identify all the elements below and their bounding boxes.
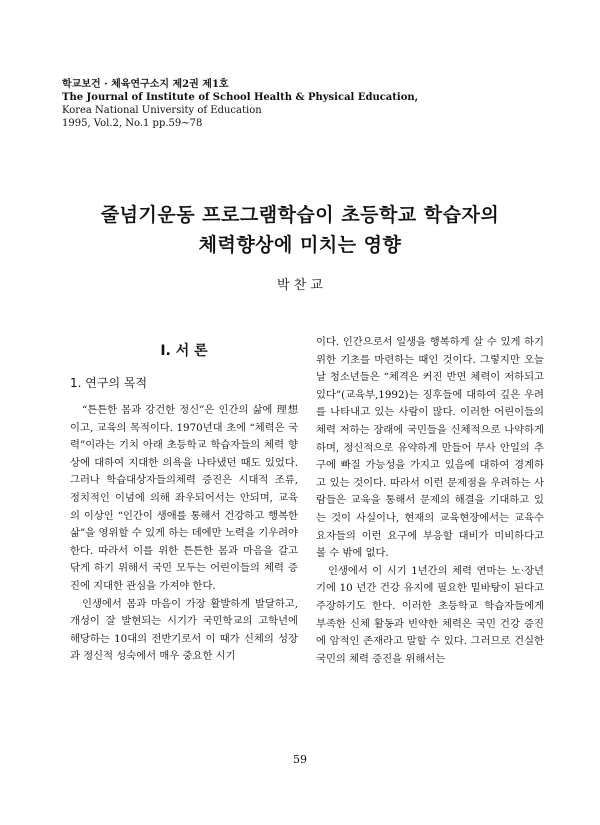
body-paragraph: 이다. 인간으로서 일생을 행복하게 살 수 있게 하기 위한 기초를 마련하는 때인 것이다. 그렇지만 오늘날 청소년들은 “체격은 커진 반면 체력이 저하되고 있다”(교육부,1992)는 징후들에 대하여 깊은 우려를 나타내고 있는 사람이 많다. 이러한 어린이들의 체력 저하는 장래에 국민들을 신체적으로 나약하게 하며, 정신적으로 유약하게 만들어 무사 안일의 추구에 빠질 가능성을 가지고 있음에 대하여 경계하고 있는 것이다. 따라서 이런 문제점을 우려하는 사람들은 교육을 통해서 문제의 해결을 기대하고 있는 것이 사실이나, 현재의 교육현장에서는 교육수요자들의 이런 요구에 부응할 대비가 미비하다고 볼 수 밖에 없다.: [316, 336, 544, 560]
journal-english-title: The Journal of Institute of School Health & Physical Education,: [62, 92, 419, 103]
paper-title: [60, 200, 540, 260]
journal-university: Korea National University of Education: [62, 105, 262, 116]
body-paragraph: 인생에서 이 시기 1년간의 체력 연마는 노·장년기에 10 년간 건강 유지에 필요한 밑바탕이 된다고 주장하기도 한다. 이러한 초등학교 학습자들에게 부족한 신체 활동과 빈약한 체력은 국민 건강 증진에 암적인 존재라고 말할 수 있다. 그러므로 건실한 국민의 체력 증진을 위해서는: [316, 564, 544, 665]
section-heading: Ⅰ. 서 론: [160, 343, 208, 359]
body-paragraph: 인생에서 몸과 마음이 가장 활발하게 발달하고, 개성이 잘 발현되는 시기가 국민학교의 고학년에 해당하는 10대의 전반기로서 이 때가 신체의 성장과 정신적 성숙에서 매우 중요한 시기: [70, 597, 298, 663]
paper-title-line-2: 체력향상에 미치는 영향: [198, 234, 402, 256]
paper-title-line-1: 줄넘기운동 프로그램학습이 초등학교 학습자의: [100, 204, 500, 226]
page-number: 59: [293, 753, 307, 766]
journal-korean-title: 학교보건 · 체육연구소지 제2권 제1호: [62, 79, 229, 90]
author-name: 박 찬 교: [277, 278, 323, 293]
journal-header: [62, 78, 482, 130]
left-column: [70, 334, 298, 666]
subsection-heading: 1. 연구의 목적: [70, 376, 148, 390]
body-paragraph: “튼튼한 몸과 강건한 정신”은 인간의 삶에 理想이고, 교육의 목적이다. 1970년대 초에 “체력은 국력”이라는 기치 아래 초등학교 학습자들의 체력 향상에 대하여 지대한 의욕을 나타냈던 때도 있었다. 그러나 학습대상자들의체력 증진은 시대적 조류, 정치적인 이념에 의해 좌우되어서는 안되며, 교육의 이상인 “인간이 생애를 통해서 건강하고 행복한 삶”을 영위할 수 있게 하는 데에만 노력을 기우려야 한다. 따라서 이를 위한 튼튼한 몸과 마음을 갈고 닦게 하기 위해서 국민 모두는 어린이들의 체력 증진에 지대한 관심을 가져야 한다.: [70, 404, 298, 592]
right-column: [316, 334, 544, 668]
journal-citation: 1995, Vol.2, No.1 pp.59∼78: [62, 118, 203, 129]
